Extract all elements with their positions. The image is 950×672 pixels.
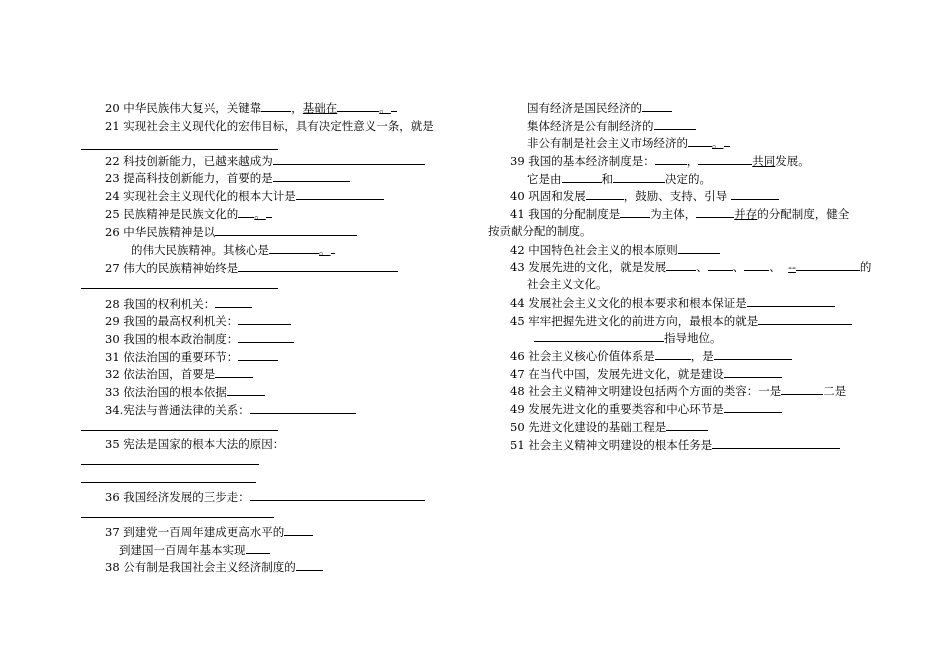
blank[interactable]: [744, 259, 769, 271]
question-26-cont: 的伟大民族精神。其核心是 。: [131, 242, 335, 257]
question-43-cont: 社会主义文化。: [527, 277, 608, 291]
answer-line[interactable]: [81, 517, 274, 518]
blank[interactable]: [586, 188, 624, 200]
blank[interactable]: [250, 489, 425, 501]
question-29: 29 我国的最高权利机关：: [105, 313, 291, 328]
blank[interactable]: [712, 437, 840, 449]
statement-non-public-economy: 非公有制是社会主义市场经济的 。: [527, 135, 730, 150]
blank[interactable]: [696, 206, 734, 218]
question-22: 22 科技创新能力，已越来越成为: [105, 153, 425, 168]
blank[interactable]: [731, 188, 779, 200]
question-23: 23 提高科技创新能力，首要的是: [105, 170, 350, 185]
question-33: 33 依法治国的根本依据: [105, 384, 265, 399]
blank[interactable]: [655, 153, 687, 165]
question-42: 42 中国特色社会主义的根本原则: [510, 242, 720, 257]
blank[interactable]: [238, 206, 254, 218]
question-41-cont: 按贡献分配的制度。: [488, 224, 592, 238]
blank[interactable]: [246, 542, 270, 554]
blank[interactable]: [215, 296, 252, 308]
blank[interactable]: [296, 188, 384, 200]
blank[interactable]: [796, 259, 860, 271]
blank[interactable]: [269, 242, 319, 254]
question-24: 24 实现社会主义现代化的根本大计是: [105, 188, 384, 203]
blank[interactable]: [273, 153, 425, 165]
blank[interactable]: [724, 135, 730, 147]
question-21: 21 实现社会主义现代化的宏伟目标，具有决定性意义一条，就是: [105, 119, 434, 133]
question-39: 39 我国的基本经济制度是： ， 共同发展。: [510, 154, 810, 168]
question-26: 26 中华民族精神是以: [105, 224, 357, 239]
question-48: 48 社会主义精神文明建设包括两个方面的类容：一是 二是: [510, 384, 847, 398]
blank[interactable]: [688, 135, 712, 147]
question-45-cont: 指导地位。: [534, 330, 722, 345]
blank[interactable]: [391, 100, 397, 112]
question-50: 50 先进文化建设的基础工程是: [510, 419, 708, 434]
blank[interactable]: [250, 402, 356, 414]
question-47: 47 在当代中国，发展先进文化，就是建设: [510, 366, 782, 381]
answer-line[interactable]: [81, 288, 278, 289]
question-20: 20 中华民族伟大复兴，关键靠 ，基础在 。: [105, 100, 397, 115]
question-45: 45 牢牢把握先进文化的前进方向，最根本的就是: [510, 313, 852, 328]
blank[interactable]: [238, 313, 291, 325]
statement-collective-economy: 集体经济是公有制经济的: [527, 118, 696, 133]
question-51: 51 社会主义精神文明建设的根本任务是: [510, 437, 840, 452]
question-44: 44 发展社会主义文化的根本要求和根本保证是: [510, 295, 835, 310]
blank[interactable]: [620, 206, 650, 218]
question-41: 41 我国的分配制度是 为主体， 并存的分配制度，健全: [510, 207, 850, 221]
blank[interactable]: [758, 313, 852, 325]
blank[interactable]: [215, 224, 357, 236]
question-31: 31 依法治国的重要环节：: [105, 349, 278, 364]
question-28: 28 我国的权利机关：: [105, 296, 252, 311]
blank[interactable]: [678, 242, 720, 254]
blank[interactable]: [534, 330, 664, 342]
blank[interactable]: [238, 349, 278, 361]
blank[interactable]: [708, 259, 733, 271]
blank[interactable]: [331, 242, 335, 254]
question-40: 40 巩固和发展 ，鼓励、支持、引导: [510, 188, 779, 203]
blank[interactable]: [698, 153, 752, 165]
question-38: 38 公有制是我国社会主义经济制度的: [105, 559, 323, 574]
blank[interactable]: [654, 118, 696, 130]
blank[interactable]: [666, 419, 708, 431]
blank[interactable]: [337, 100, 379, 112]
question-35: 35 宪法是国家的根本大法的原因：: [105, 437, 285, 451]
question-43: 43 发展先进的文化，就是发展 、 、 、 -- 的: [510, 260, 872, 274]
question-39-cont: 它是由 和 决定的。: [527, 172, 711, 186]
blank[interactable]: [655, 348, 691, 360]
question-34: 34.宪法与普通法律的关系：: [105, 402, 356, 417]
blank[interactable]: [238, 260, 398, 272]
answer-line[interactable]: [81, 482, 256, 483]
question-36: 36 我国经济发展的三步走：: [105, 489, 425, 504]
question-27: 27 伟大的民族精神始终是: [105, 260, 398, 275]
blank[interactable]: [227, 384, 265, 396]
blank[interactable]: [613, 171, 665, 183]
question-25: 25 民族精神是民族文化的 。: [105, 206, 272, 221]
answer-line[interactable]: [81, 430, 278, 431]
blank[interactable]: [747, 295, 835, 307]
blank[interactable]: [266, 206, 272, 218]
blank[interactable]: [296, 559, 323, 571]
question-37: 37 到建党一百周年建成更高水平的: [105, 524, 313, 539]
blank[interactable]: [284, 524, 313, 536]
blank[interactable]: [562, 171, 602, 183]
blank[interactable]: [724, 401, 782, 413]
blank[interactable]: [724, 366, 782, 378]
question-37-cont: 到建国一百周年基本实现: [119, 542, 270, 557]
blank[interactable]: [781, 383, 823, 395]
answer-line[interactable]: [81, 464, 259, 465]
question-49: 49 发展先进文化的重要类容和中心环节是: [510, 401, 782, 416]
question-46: 46 社会主义核心价值体系是 ，是: [510, 348, 792, 363]
blank[interactable]: [714, 348, 792, 360]
blank[interactable]: [238, 331, 294, 343]
question-30: 30 我国的根本政治制度：: [105, 331, 294, 346]
blank[interactable]: [215, 366, 253, 378]
answer-line[interactable]: [81, 149, 278, 150]
statement-state-economy: 国有经济是国民经济的: [527, 100, 672, 115]
blank[interactable]: [261, 100, 291, 112]
blank[interactable]: [642, 100, 672, 112]
blank[interactable]: [273, 170, 350, 182]
blank[interactable]: [666, 259, 696, 271]
question-32: 32 依法治国，首要是: [105, 366, 253, 381]
